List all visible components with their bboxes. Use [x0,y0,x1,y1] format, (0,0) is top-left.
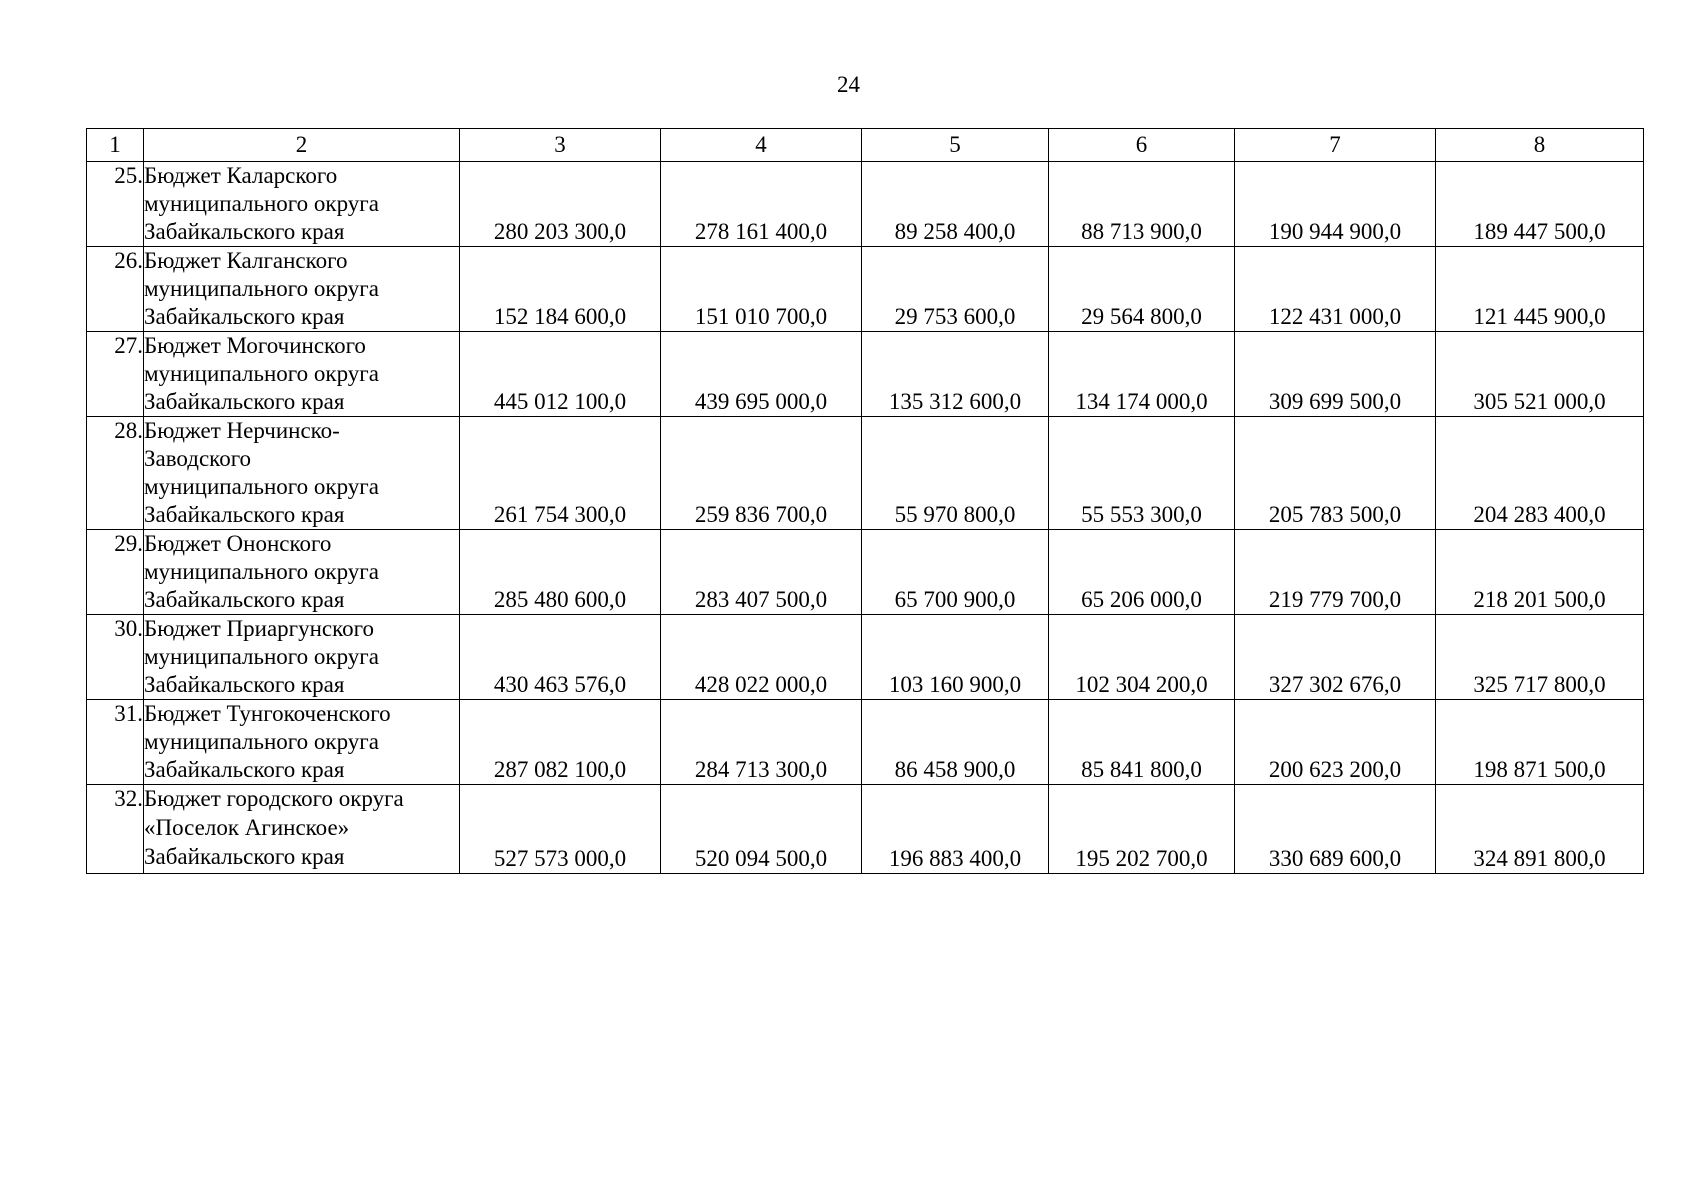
budget-name [144,530,460,615]
budget-name-line: Забайкальского края [144,672,345,697]
amount-cell: 55 970 800,0 [862,417,1049,530]
budget-name-line: Забайкальского края [144,304,345,329]
table-row [87,417,1644,530]
amount-cell: 121 445 900,0 [1436,247,1644,332]
budget-name [144,785,460,874]
amount-cell: 200 623 200,0 [1235,700,1436,785]
budget-name-line: Бюджет городского округа [144,786,404,811]
amount-cell: 152 184 600,0 [460,247,661,332]
amount-cell: 325 717 800,0 [1436,615,1644,700]
amount-cell: 205 783 500,0 [1235,417,1436,530]
row-number: 26. [87,247,144,332]
amount-cell: 198 871 500,0 [1436,700,1644,785]
amount-cell: 65 700 900,0 [862,530,1049,615]
amount-cell: 29 753 600,0 [862,247,1049,332]
budget-name-line: муниципального округа [144,361,379,386]
amount-cell: 520 094 500,0 [661,785,862,874]
row-number: 27. [87,332,144,417]
budget-name-line: Забайкальского края [144,757,345,782]
budget-name [144,162,460,247]
budget-name [144,417,460,530]
amount-cell: 55 553 300,0 [1049,417,1235,530]
amount-cell: 280 203 300,0 [460,162,661,247]
column-header: 6 [1049,129,1235,162]
budget-name-line: муниципального округа [144,276,379,301]
column-header: 2 [144,129,460,162]
budget-name [144,700,460,785]
table-row [87,700,1644,785]
amount-cell: 103 160 900,0 [862,615,1049,700]
column-header: 7 [1235,129,1436,162]
amount-cell: 135 312 600,0 [862,332,1049,417]
row-number: 31. [87,700,144,785]
budget-table [86,128,1644,874]
budget-name-line: Забайкальского края [144,219,345,244]
budget-name-line: муниципального округа [144,474,379,499]
row-number: 30. [87,615,144,700]
budget-name [144,247,460,332]
amount-cell: 439 695 000,0 [661,332,862,417]
row-number: 25. [87,162,144,247]
column-header: 8 [1436,129,1644,162]
amount-cell: 259 836 700,0 [661,417,862,530]
budget-name-line: Бюджет Приаргунского [144,616,374,641]
amount-cell: 196 883 400,0 [862,785,1049,874]
budget-name [144,332,460,417]
table-row [87,162,1644,247]
amount-cell: 287 082 100,0 [460,700,661,785]
amount-cell: 88 713 900,0 [1049,162,1235,247]
amount-cell: 327 302 676,0 [1235,615,1436,700]
amount-cell: 330 689 600,0 [1235,785,1436,874]
amount-cell: 324 891 800,0 [1436,785,1644,874]
row-number: 32. [87,785,144,874]
budget-name-line: Заводского [144,446,252,471]
amount-cell: 218 201 500,0 [1436,530,1644,615]
budget-name-line: муниципального округа [144,729,379,754]
table-row [87,247,1644,332]
budget-name [144,615,460,700]
budget-name-line: Бюджет Калганского [144,248,348,273]
amount-cell: 219 779 700,0 [1235,530,1436,615]
amount-cell: 261 754 300,0 [460,417,661,530]
amount-cell: 309 699 500,0 [1235,332,1436,417]
page-number: 24 [837,72,860,97]
column-header: 1 [87,129,144,162]
amount-cell: 305 521 000,0 [1436,332,1644,417]
table-row [87,530,1644,615]
amount-cell: 278 161 400,0 [661,162,862,247]
budget-name-line: муниципального округа [144,559,379,584]
column-header: 4 [661,129,862,162]
amount-cell: 430 463 576,0 [460,615,661,700]
row-number: 28. [87,417,144,530]
budget-name-line: Бюджет Могочинского [144,333,366,358]
budget-name-line: Бюджет Каларского [144,163,338,188]
budget-name-line: муниципального округа [144,644,379,669]
budget-name-line: Забайкальского края [144,389,345,414]
budget-name-line: Бюджет Ононского [144,531,332,556]
amount-cell: 29 564 800,0 [1049,247,1235,332]
budget-name-line: «Поселок Агинское» [144,815,350,840]
budget-name-line: Бюджет Тунгокоченского [144,701,391,726]
table-header-row [87,129,1644,162]
amount-cell: 190 944 900,0 [1235,162,1436,247]
budget-name-line: Бюджет Нерчинско- [144,418,340,443]
table-row [87,785,1644,874]
amount-cell: 284 713 300,0 [661,700,862,785]
amount-cell: 134 174 000,0 [1049,332,1235,417]
amount-cell: 86 458 900,0 [862,700,1049,785]
column-header: 3 [460,129,661,162]
row-number: 29. [87,530,144,615]
amount-cell: 89 258 400,0 [862,162,1049,247]
amount-cell: 122 431 000,0 [1235,247,1436,332]
budget-name-line: Забайкальского края [144,844,345,869]
amount-cell: 189 447 500,0 [1436,162,1644,247]
amount-cell: 65 206 000,0 [1049,530,1235,615]
budget-name-line: Забайкальского края [144,502,345,527]
amount-cell: 85 841 800,0 [1049,700,1235,785]
amount-cell: 204 283 400,0 [1436,417,1644,530]
amount-cell: 527 573 000,0 [460,785,661,874]
table-row [87,615,1644,700]
amount-cell: 428 022 000,0 [661,615,862,700]
column-header: 5 [862,129,1049,162]
amount-cell: 285 480 600,0 [460,530,661,615]
amount-cell: 195 202 700,0 [1049,785,1235,874]
amount-cell: 283 407 500,0 [661,530,862,615]
amount-cell: 151 010 700,0 [661,247,862,332]
budget-name-line: муниципального округа [144,191,379,216]
amount-cell: 102 304 200,0 [1049,615,1235,700]
amount-cell: 445 012 100,0 [460,332,661,417]
table-row [87,332,1644,417]
budget-name-line: Забайкальского края [144,587,345,612]
